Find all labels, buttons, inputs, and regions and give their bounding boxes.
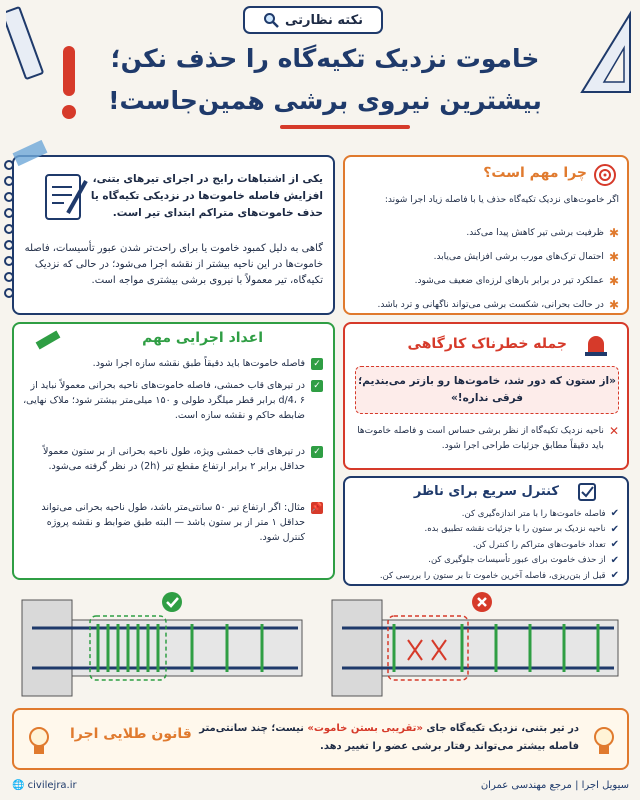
magnifier-icon <box>263 12 279 28</box>
danger-quote: «از ستون که دور شد، خاموت‌ها رو بازتر می‌بندیم؛ فرقی نداره!» <box>355 366 619 414</box>
why-heading: چرا مهم است؟ <box>483 165 587 181</box>
list-item: ✱ ظرفیت برشی تیر کاهش پیدا می‌کند. <box>466 226 619 240</box>
list-item: ✱ عملکرد تیر در برابر بارهای لرزه‌ای ضعیف می‌شود. <box>414 274 619 288</box>
implementation-card <box>12 322 335 580</box>
list-item: ✔ قبل از بتن‌ریزی، فاصله آخرین خاموت تا بر ستون را بررسی کن. <box>379 570 619 582</box>
checkbox-icon: ✓ <box>311 380 323 392</box>
lightbulb-icon <box>589 724 619 758</box>
footer-site[interactable]: 🌐 civilejra.ir <box>12 779 77 791</box>
why-intro-text: اگر خاموت‌های نزدیک تکیه‌گاه حذف یا با فاصله زیاد اجرا شوند: <box>384 195 619 205</box>
headline-line-1: خاموت نزدیک تکیه‌گاه را حذف نکن؛ <box>110 44 540 73</box>
star-icon: ✱ <box>608 274 619 288</box>
footer-brand-group: سیویل اجرا | مرجع مهندسی عمران <box>480 779 629 791</box>
notebook-rings <box>4 160 16 310</box>
globe-icon: 🌐 <box>12 779 25 791</box>
why-important-card <box>343 155 629 315</box>
golden-rule-text: در تیر بتنی، نزدیک تکیه‌گاه جای «تقریبی بستن خاموت» نیست؛ چند سانتی‌متر فاصله بیشتر می‌تواند رفتار برشی عضو را تغییر دهد. <box>199 723 579 752</box>
check-icon: ✔ <box>610 508 619 520</box>
footer-tagline: مرجع مهندسی عمران <box>480 779 572 791</box>
siren-icon <box>583 332 609 358</box>
list-item: ✓ در تیرهای قاب خمشی، فاصله خاموت‌های ناحیه بحرانی معمولاً نباید از d/4، ۶ برابر قطر میلگرد طولی و ۱۵۰ میلی‌متر بیشتر شود؛ ملاک نهایی، ضابطه حاکم و نقشه سازه است. <box>23 378 323 423</box>
pencil-paper-icon <box>42 171 92 223</box>
intro-card <box>12 155 335 315</box>
correct-detail-diagram <box>22 592 302 696</box>
footer <box>12 774 629 796</box>
cross-icon: ✕ <box>608 424 619 438</box>
lightbulb-icon <box>24 724 54 758</box>
stirrup-diagrams <box>12 590 629 700</box>
check-icon: ✔ <box>610 539 619 551</box>
why-list <box>349 221 619 317</box>
check-icon: ✔ <box>610 523 619 535</box>
checklist-heading: کنترل سریع برای ناظر <box>413 484 559 499</box>
implementation-heading: اعداد اجرایی مهم <box>142 330 263 346</box>
golden-rule-highlight: «تقریبی بستن خاموت» <box>307 723 423 734</box>
star-icon: ✱ <box>608 298 619 312</box>
topic-badge <box>243 6 383 34</box>
list-item: ✔ از حذف خاموت برای عبور تأسیسات جلوگیری کن. <box>428 554 619 566</box>
star-icon: ✱ <box>608 226 619 240</box>
list-item: ✓ فاصله خاموت‌ها باید دقیقاً طبق نقشه سازه اجرا شود. <box>23 356 323 371</box>
tape-icon <box>10 140 50 168</box>
footer-brand: سیویل اجرا <box>581 779 629 791</box>
list-item: ✔ ناحیه نزدیک بر ستون را با جزئیات نقشه تطبیق بده. <box>424 523 619 535</box>
headline-line-2: بیشترین نیروی برشی همین‌جاست! <box>108 86 542 115</box>
checklist <box>349 506 619 584</box>
list-item: ✱ در حالت بحرانی، شکست برشی می‌تواند ناگهانی و ترد باشد. <box>377 298 619 312</box>
list-item: ✔ تعداد خاموت‌های متراکم را کنترل کن. <box>472 539 619 551</box>
list-item: 📌 مثال: اگر ارتفاع تیر ۵۰ سانتی‌متر باشد، طول ناحیه بحرانی می‌تواند حداقل ۱ متر از بر ستون باشد — البته طبق ضوابط و نقشه پروژه کنترل شود. <box>41 502 323 543</box>
intro-body-text: گاهی به دلیل کمبود خاموت یا برای راحت‌تر شدن عبور تأسیسات، فاصله خاموت‌ها در این ناحیه بیشتر از نقشه اجرا می‌شود؛ در حالی که نزدیک تکیه‌گاه، تیر معمولاً با نیروی برشی بیشتری مواجه است. <box>24 243 323 286</box>
inspector-checklist-card <box>343 476 629 586</box>
badge-label: نکته نظارتی <box>284 12 364 28</box>
checkbox-icon: ✓ <box>311 446 323 458</box>
wrong-detail-diagram <box>332 592 618 696</box>
list-item: ✓ در تیرهای قاب خمشی ویژه، طول ناحیه بحرانی از بر ستون معمولاً حداقل برابر ۲ برابر ارتفاع مقطع تیر (2h) در نظر گرفته می‌شود. <box>23 444 323 474</box>
checkbox-icon: ✓ <box>311 358 323 370</box>
target-icon <box>593 163 617 187</box>
check-circle-icon <box>162 592 182 612</box>
golden-rule-card <box>12 708 629 770</box>
checklist-icon <box>577 482 597 502</box>
list-item: ✱ احتمال ترک‌های مورب برشی افزایش می‌یابد. <box>433 250 619 264</box>
danger-heading: جمله خطرناک کارگاهی <box>407 336 567 352</box>
star-icon: ✱ <box>608 250 619 264</box>
pin-icon: 📌 <box>311 503 323 513</box>
ruler-icon <box>34 330 62 350</box>
danger-card <box>343 322 629 470</box>
intro-bold-text: یکی از اشتباهات رایج در اجرای تیرهای بتنی، افزایش فاصله خاموت‌ها در نزدیکی تکیه‌گاه یا حذف خاموت‌های متراکم ابتدای تیر است. <box>90 173 323 219</box>
headline-underline <box>280 125 410 129</box>
check-icon: ✔ <box>610 554 619 566</box>
golden-rule-heading: قانون طلایی اجرا <box>70 726 192 742</box>
check-icon: ✔ <box>610 570 619 582</box>
list-item: ✔ فاصله خاموت‌ها را با متر اندازه‌گیری کن. <box>461 508 619 520</box>
danger-note: ✕ ناحیه نزدیک تکیه‌گاه از نظر برشی حساس است و فاصله خاموت‌ها باید دقیقاً مطابق جزئیات طراحی اجرا شود. <box>351 424 619 454</box>
exclamation-icon <box>58 44 80 124</box>
